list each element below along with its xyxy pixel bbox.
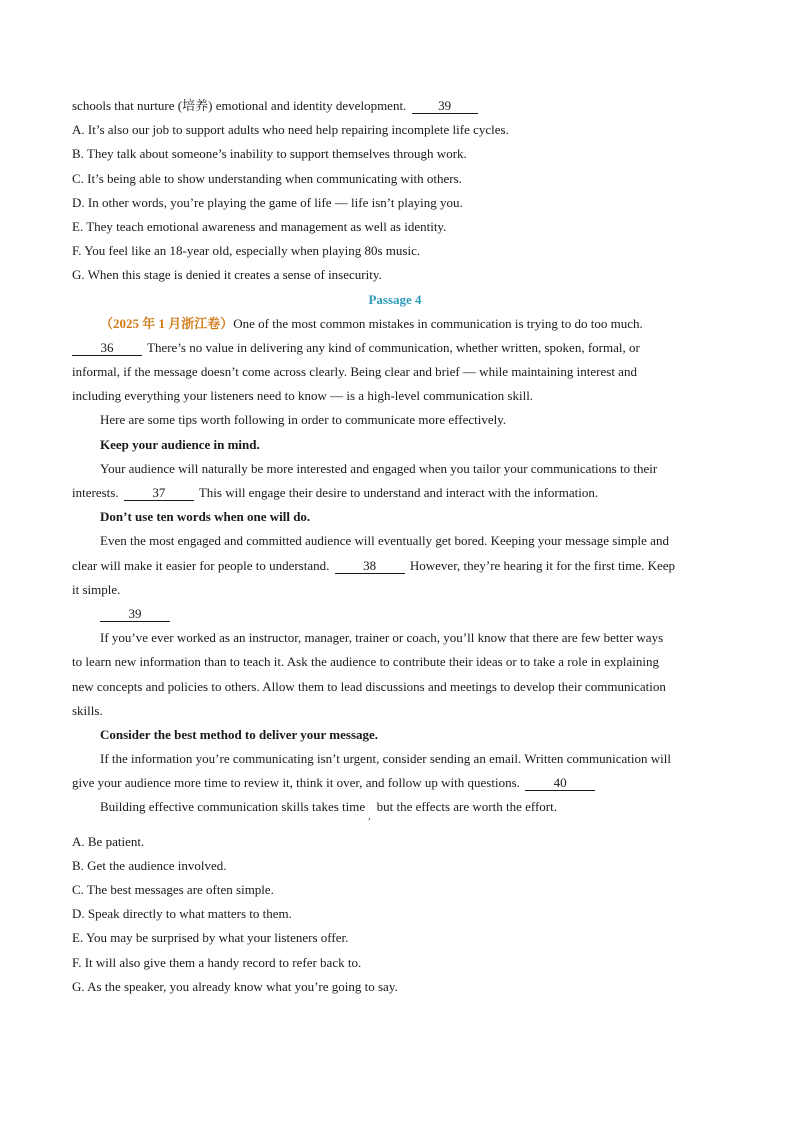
text-line: If you’ve ever worked as an instructor, manager, trainer or coach, you’ll know that there are few better ways bbox=[100, 630, 664, 646]
text-line bbox=[72, 481, 718, 505]
answer-blank-40: 40 bbox=[525, 776, 595, 791]
options-list-passage4 bbox=[72, 830, 718, 999]
option-b: B. Get the audience involved. bbox=[72, 857, 227, 873]
text-line: informal, if the message doesn’t come across clearly. Being clear and brief — while maintaining interest and bbox=[72, 364, 637, 380]
text-line: to learn new information than to teach it. Ask the audience to contribute their ideas or to take a role in explaining bbox=[72, 654, 659, 670]
text-line bbox=[72, 554, 718, 578]
text-line: If the information you’re communicating isn’t urgent, consider sending an email. Written communication will bbox=[100, 751, 671, 767]
text-line bbox=[72, 771, 718, 795]
text-segment: However, they’re hearing it for the first time. Keep bbox=[406, 557, 676, 573]
text-segment: Building effective communication skills takes time bbox=[100, 799, 366, 815]
option-c: C. The best messages are often simple. bbox=[72, 882, 274, 897]
text-line: it simple. bbox=[72, 581, 121, 597]
text-line: new concepts and policies to others. Allow them to lead discussions and meetings to develop their communication bbox=[72, 678, 666, 694]
text-segment: but the effects are worth the effort. bbox=[373, 799, 557, 815]
text-line bbox=[72, 94, 718, 118]
option-b: B. They talk about someone’s inability to support themselves through work. bbox=[72, 146, 467, 162]
text-segment: One of the most common mistakes in communication is trying to do too much. bbox=[233, 315, 643, 331]
answer-blank-38: 38 bbox=[335, 559, 405, 574]
text-line: skills. bbox=[72, 702, 103, 718]
option-c: C. It’s being able to show understanding when communicating with others. bbox=[72, 170, 462, 186]
text-line: including everything your listeners need to know — is a high-level communication skill. bbox=[72, 388, 534, 404]
text-segment: interests. bbox=[72, 485, 119, 500]
section-heading: Consider the best method to deliver your message. bbox=[100, 726, 379, 742]
options-list-passage3 bbox=[72, 118, 718, 287]
text-line: Here are some tips worth following in order to communicate more effectively. bbox=[100, 412, 507, 428]
document-page bbox=[72, 94, 718, 999]
text-line bbox=[72, 336, 718, 360]
option-d: D. Speak directly to what matters to them. bbox=[72, 906, 292, 922]
option-e: E. They teach emotional awareness and management as well as identity. bbox=[72, 218, 447, 234]
text-segment: schools that nurture (培养) emotional and identity development. bbox=[72, 98, 407, 113]
text-segment: This will engage their desire to understand and interact with the information. bbox=[195, 485, 599, 500]
option-a: A. Be patient. bbox=[72, 833, 145, 849]
option-f: F. It will also give them a handy record to refer back to. bbox=[72, 954, 362, 970]
answer-blank-39: 39 bbox=[100, 607, 170, 622]
text-line bbox=[72, 795, 718, 822]
option-e: E. You may be surprised by what your listeners offer. bbox=[72, 930, 349, 946]
answer-blank-37: 37 bbox=[124, 486, 194, 501]
answer-blank-36: 36 bbox=[72, 341, 142, 356]
option-a: A. It’s also our job to support adults who need help repairing incomplete life cycles. bbox=[72, 122, 509, 138]
text-segment: clear will make it easier for people to understand. bbox=[72, 557, 330, 573]
text-segment: give your audience more time to review it, think it over, and follow up with questions. bbox=[72, 775, 520, 791]
option-f: F. You feel like an 18-year old, especially when playing 80s music. bbox=[72, 243, 421, 259]
option-g: G. When this stage is denied it creates a sense of insecurity. bbox=[72, 267, 382, 283]
answer-blank-39: 39 bbox=[412, 99, 478, 114]
text-line bbox=[72, 312, 718, 336]
spacer bbox=[72, 820, 718, 830]
section-heading: Keep your audience in mind. bbox=[100, 436, 260, 452]
text-segment: , bbox=[368, 811, 371, 822]
text-line bbox=[72, 602, 718, 626]
text-line: Even the most engaged and committed audience will eventually get bored. Keeping your message simple and bbox=[100, 533, 669, 549]
source-tag: （2025 年 1 月浙江卷） bbox=[100, 315, 234, 331]
option-d: D. In other words, you’re playing the game of life — life isn’t playing you. bbox=[72, 194, 463, 210]
section-heading: Don’t use ten words when one will do. bbox=[100, 509, 311, 525]
passage-title: Passage 4 bbox=[368, 291, 422, 307]
option-g: G. As the speaker, you already know what you’re going to say. bbox=[72, 978, 398, 994]
text-segment: There’s no value in delivering any kind of communication, whether written, spoken, formal, or bbox=[144, 339, 640, 355]
text-line: Your audience will naturally be more interested and engaged when you tailor your communications to their bbox=[100, 460, 658, 476]
